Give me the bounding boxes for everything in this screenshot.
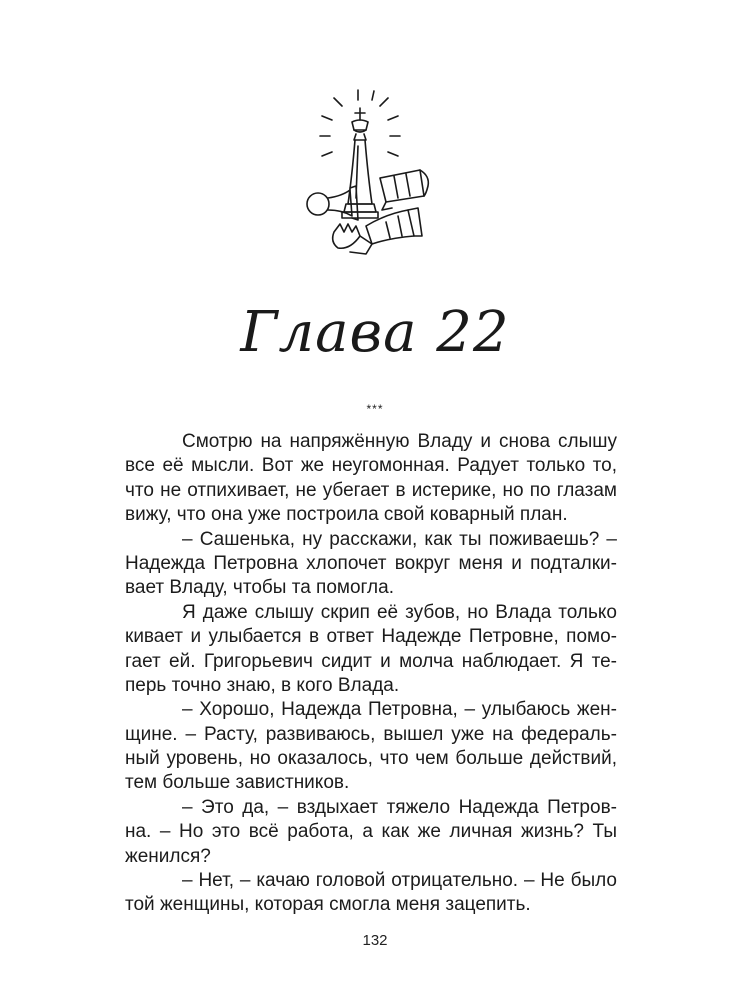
text-line: – Это да, – вздыхает тяжело Надежда Петров- [182, 796, 617, 818]
section-separator: *** [366, 402, 384, 416]
text-line: кивает и улыбается в ответ Надежде Петровне, помо- [125, 626, 617, 648]
text-line: Я даже слышу скрип её зубов, но Влада только [182, 601, 617, 623]
text-line: – Хорошо, Надежда Петровна, – улыбаюсь жен- [182, 699, 617, 721]
text-line: все её мысли. Вот же неугомонная. Радует только то, [125, 455, 617, 477]
text-line: тем больше завистников. [125, 772, 350, 794]
chapter-title: Глава 22 [240, 300, 510, 365]
text-line: перь точно знаю, в кого Влада. [125, 674, 400, 696]
text-line: Надежда Петровна хлопочет вокруг меня и подталки- [125, 552, 617, 574]
text-line: на. – Но это всё работа, а как же личная жизнь? Ты [125, 821, 617, 843]
text-line: Смотрю на напряжённую Владу и снова слышу [182, 431, 617, 452]
text-line: той женщины, которая смогла меня зацепить. [125, 894, 531, 916]
text-line: вает Владу, чтобы та помогла. [125, 577, 394, 599]
text-line: женился? [125, 845, 211, 867]
chess-pieces-icon [290, 86, 450, 266]
text-line: ный уровень, но оказалось, что чем больше действий, [125, 748, 617, 770]
text-line: щине. – Расту, развиваюсь, вышел уже на федераль- [125, 723, 617, 745]
chapter-text [125, 430, 617, 918]
text-line: вижу, что она уже построила свой коварный план. [125, 504, 568, 526]
page-number: 132 [362, 932, 388, 949]
text-line: – Сашенька, ну расскажи, как ты поживаешь? – [182, 528, 617, 550]
text-line: что не отпихивает, не убегает в истерике, но по глазам [125, 479, 617, 501]
text-line: гает ей. Григорьевич сидит и молча наблюдает. Я те- [125, 650, 617, 672]
text-line: – Нет, – качаю головой отрицательно. – Не было [182, 870, 617, 892]
